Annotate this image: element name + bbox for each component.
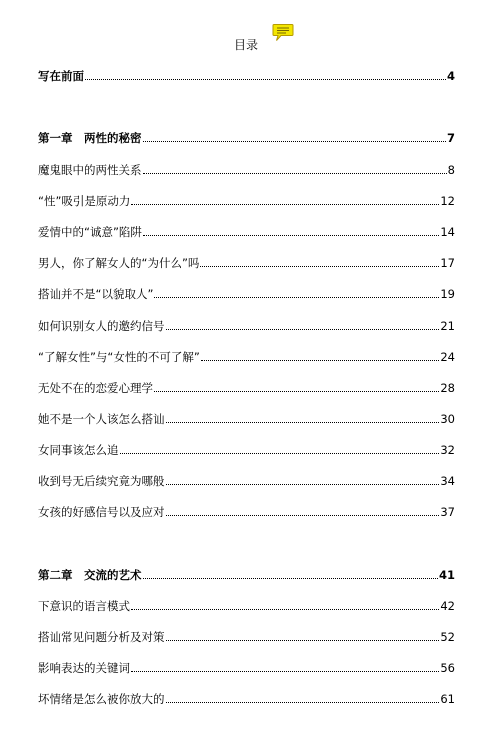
toc-page-number: 52 (440, 630, 455, 644)
toc-entry-label: 无处不在的恋爱心理学 (38, 381, 153, 395)
toc-entry-label: 第二章 交流的艺术 (38, 568, 142, 582)
dot-leader (166, 329, 440, 330)
toc-entry[interactable] (38, 256, 455, 270)
toc-page-number: 34 (440, 474, 455, 488)
toc-entry-label: 下意识的语言模式 (38, 599, 130, 613)
dot-leader (154, 297, 439, 298)
toc-page-number: 30 (440, 412, 455, 426)
toc-page-number: 19 (440, 287, 455, 301)
dot-leader (143, 578, 438, 579)
toc-page-number: 12 (440, 194, 455, 208)
toc-entry[interactable] (38, 412, 455, 426)
toc-page-number: 42 (440, 599, 455, 613)
toc-entry[interactable] (38, 443, 455, 457)
toc-entry[interactable] (38, 630, 455, 644)
toc-entry[interactable] (38, 225, 455, 239)
dot-leader (166, 515, 440, 516)
toc-page-number: 14 (440, 225, 455, 239)
toc-entry[interactable] (38, 163, 455, 177)
toc-entry-label: 女同事该怎么追 (38, 443, 119, 457)
toc-entry-label: “了解女性”与“女性的不可了解” (38, 350, 200, 364)
toc-page-number: 21 (440, 319, 455, 333)
toc-entry-label: 爱情中的“诚意”陷阱 (38, 225, 142, 239)
toc-page-number: 37 (440, 505, 455, 519)
toc-entry[interactable] (38, 381, 455, 395)
toc-page-number: 24 (440, 350, 455, 364)
dot-leader (143, 141, 446, 142)
toc-entry[interactable] (38, 319, 455, 333)
toc-title: 目录 (233, 38, 258, 52)
toc-entry[interactable] (38, 505, 455, 519)
toc-entry-label: 搭讪并不是“以貌取人” (38, 287, 154, 301)
toc-entry-label: 坏情绪是怎么被你放大的 (38, 692, 165, 706)
toc-entry-label: 男人，你了解女人的“为什么”吗 (38, 256, 200, 270)
toc-entry[interactable] (38, 599, 455, 613)
toc-page-number: 61 (440, 692, 455, 706)
toc-entry-label: 第一章 两性的秘密 (38, 131, 142, 145)
toc-entry-label: 影响表达的关键词 (38, 661, 130, 675)
dot-leader (143, 173, 447, 174)
toc-entry-label: 她不是一个人该怎么搭讪 (38, 412, 165, 426)
dot-leader (131, 671, 439, 672)
toc-heading[interactable] (38, 131, 455, 145)
toc-entry[interactable] (38, 692, 455, 706)
toc-page-number: 7 (446, 131, 455, 145)
dot-leader (166, 702, 440, 703)
toc-entry[interactable] (38, 194, 455, 208)
toc-page-number: 56 (440, 661, 455, 675)
toc-page-number: 4 (446, 69, 455, 83)
toc-entry-label: 收到号无后续究竟为哪般 (38, 474, 165, 488)
dot-leader (85, 79, 446, 80)
dot-leader (200, 266, 439, 267)
dot-leader (166, 422, 440, 423)
toc-entry[interactable] (38, 474, 455, 488)
toc-page-number: 41 (438, 568, 455, 582)
dot-leader (143, 235, 439, 236)
toc-entry-label: 写在前面 (38, 69, 84, 83)
toc-entry-label: “性”吸引是原动力 (38, 194, 131, 208)
toc-heading[interactable] (38, 69, 455, 83)
toc-page-number: 28 (440, 381, 455, 395)
toc-entry-label: 女孩的好感信号以及应对 (38, 505, 165, 519)
dot-leader (154, 391, 439, 392)
toc-entry[interactable] (38, 287, 455, 301)
toc-entry-label: 搭讪常见问题分析及对策 (38, 630, 165, 644)
dot-leader (131, 204, 439, 205)
toc-entry-label: 魔鬼眼中的两性关系 (38, 163, 142, 177)
toc-page-number: 17 (440, 256, 455, 270)
toc-page-number: 8 (447, 163, 455, 177)
toc-entry[interactable] (38, 350, 455, 364)
toc-heading[interactable] (38, 568, 455, 582)
dot-leader (166, 484, 440, 485)
comment-icon[interactable] (272, 23, 294, 43)
dot-leader (131, 609, 439, 610)
toc-entry-label: 如何识别女人的邀约信号 (38, 319, 165, 333)
toc-entry[interactable] (38, 661, 455, 675)
toc-page-number: 32 (440, 443, 455, 457)
dot-leader (120, 453, 440, 454)
dot-leader (166, 640, 440, 641)
dot-leader (201, 360, 440, 361)
